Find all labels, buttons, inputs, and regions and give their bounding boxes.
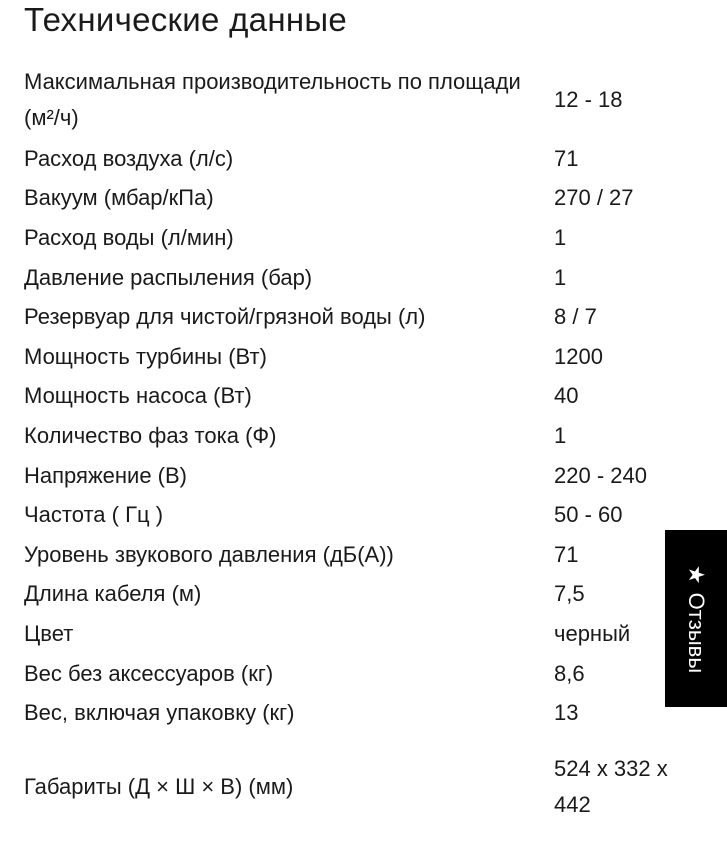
- spec-label: Вес без аксессуаров (кг): [24, 660, 274, 686]
- spec-label: Мощность насоса (Вт): [24, 383, 252, 409]
- spec-row: [24, 337, 704, 377]
- spec-row: [24, 139, 704, 179]
- spec-row: [24, 535, 704, 575]
- spec-label: Резервуар для чистой/грязной воды (л): [24, 304, 426, 330]
- spec-row: [24, 495, 704, 535]
- spec-value: 40: [554, 383, 579, 409]
- spec-label: Габариты (Д × Ш × В) (мм): [24, 773, 294, 799]
- spec-label: Расход воды (л/мин): [24, 224, 234, 250]
- spec-label: Вакуум (мбар/кПа): [24, 185, 214, 211]
- spec-table: [24, 60, 704, 841]
- spec-value: 8 / 7: [554, 304, 597, 330]
- spec-value: черный: [554, 620, 631, 646]
- page-title: Технические данные: [24, 1, 348, 38]
- spec-value: 1: [554, 264, 567, 290]
- spec-value: 71: [554, 145, 579, 171]
- spec-value: 1200: [554, 343, 603, 369]
- spec-row: [24, 377, 704, 417]
- spec-label: Частота ( Гц ): [24, 502, 164, 528]
- spec-row: [24, 733, 704, 841]
- spec-row: [24, 614, 704, 654]
- spec-label: Расход воздуха (л/с): [24, 145, 234, 171]
- spec-value: 524 x 332 x 442: [554, 755, 668, 817]
- spec-row: [24, 218, 704, 258]
- spec-label: Количество фаз тока (Ф): [24, 422, 277, 448]
- spec-value: 50 - 60: [554, 502, 623, 528]
- spec-label: Вес, включая упаковку (кг): [24, 700, 295, 726]
- reviews-tab-button[interactable]: [665, 530, 727, 707]
- spec-row: [24, 654, 704, 694]
- reviews-tab-content: [683, 564, 709, 672]
- spec-value: 13: [554, 700, 579, 726]
- spec-row: [24, 60, 704, 139]
- spec-label: Давление распыления (бар): [24, 264, 313, 290]
- spec-row: [24, 258, 704, 298]
- spec-label: Цвет: [24, 620, 74, 646]
- spec-label: Уровень звукового давления (дБ(А)): [24, 541, 394, 567]
- star-icon: ★: [684, 564, 710, 585]
- spec-row: [24, 575, 704, 615]
- spec-value: 71: [554, 541, 579, 567]
- spec-value: 1: [554, 422, 567, 448]
- spec-row: [24, 179, 704, 219]
- spec-value: 270 / 27: [554, 185, 634, 211]
- spec-value: 12 - 18: [554, 86, 623, 112]
- spec-value: 220 - 240: [554, 462, 647, 488]
- spec-value: 8,6: [554, 660, 585, 686]
- spec-value: 7,5: [554, 581, 585, 607]
- spec-row: [24, 456, 704, 496]
- spec-row: [24, 297, 704, 337]
- spec-value: 1: [554, 224, 567, 250]
- spec-row: [24, 693, 704, 733]
- spec-label: Напряжение (В): [24, 462, 188, 488]
- spec-row: [24, 416, 704, 456]
- spec-label: Мощность турбины (Вт): [24, 343, 267, 369]
- spec-label: Максимальная производительность по площади (м²/ч): [24, 68, 521, 130]
- spec-label: Длина кабеля (м): [24, 581, 202, 607]
- reviews-tab-label: Отзывы: [684, 592, 710, 673]
